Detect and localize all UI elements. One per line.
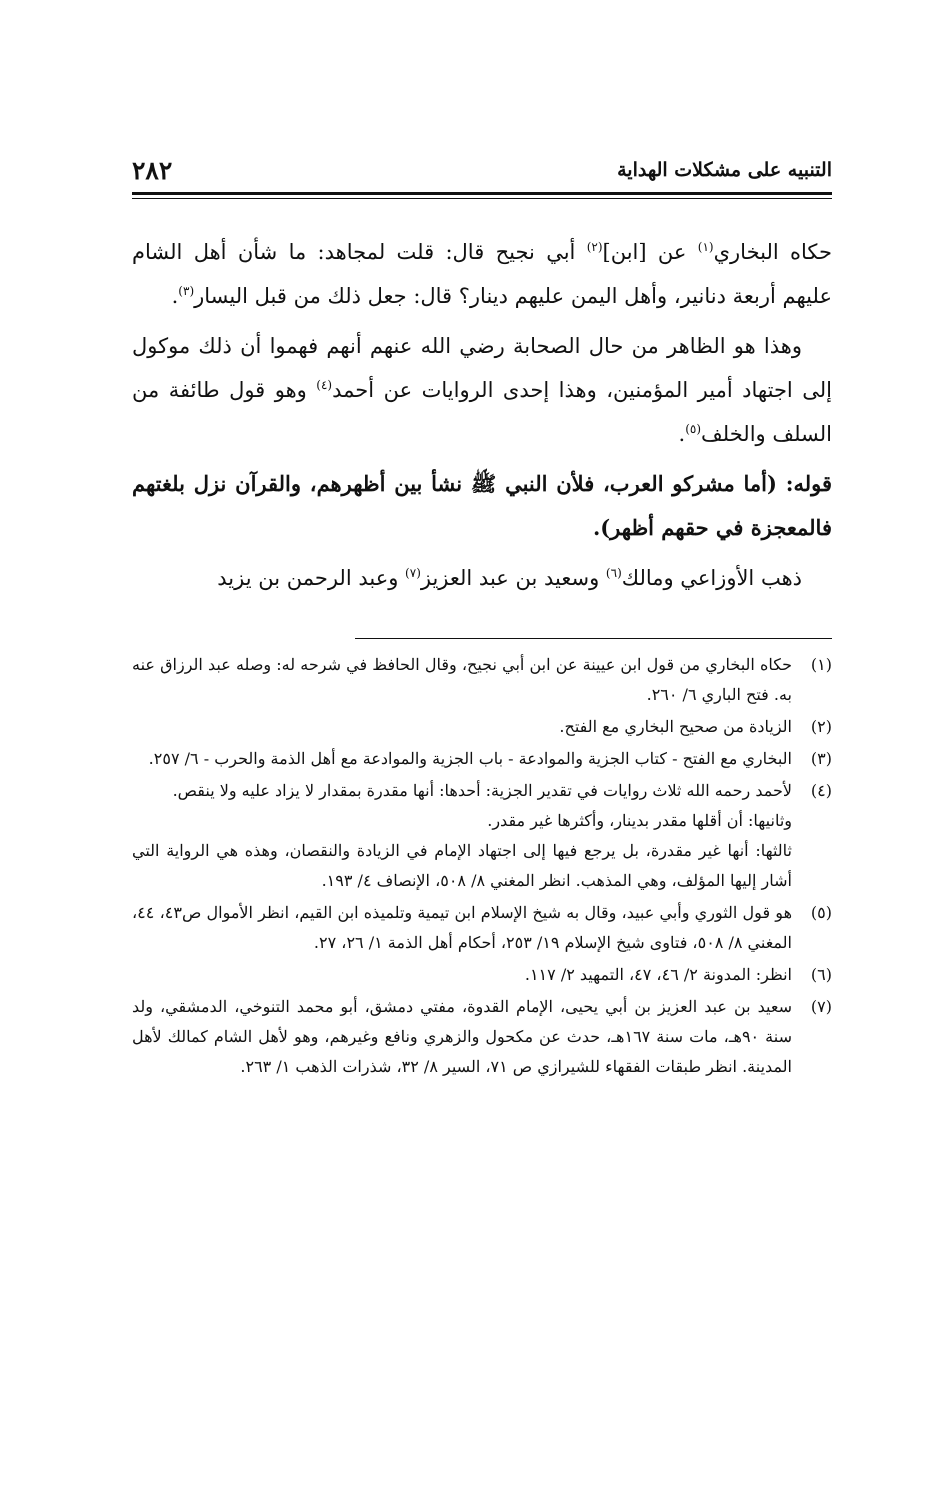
page-header <box>132 150 832 190</box>
quoted-statement: قوله: (أما مشركو العرب، فلأن النبي ﷺ نشأ بين أظهرهم، والقرآن نزل بلغتهم فالمعجزة في حقهم أظهر). <box>132 471 832 540</box>
footnote-text: انظر: المدونة ٢/ ٤٦، ٤٧، التمهيد ٢/ ١١٧. <box>524 965 792 984</box>
footnote-text: الزيادة من صحيح البخاري مع الفتح. <box>559 717 792 736</box>
footnote-text: حكاه البخاري من قول ابن عيينة عن ابن أبي نجيح، وقال الحافظ في شرحه له: وصله عبد الرزاق عنه به. فتح الباري ٦/ ٢٦٠. <box>132 655 792 704</box>
main-text <box>132 230 832 606</box>
footnote-text: وثانيها: أن أقلها مقدر بدينار، وأكثرها غير مقدر. <box>487 811 792 830</box>
footnote <box>132 960 832 990</box>
footnote-text: لأحمد رحمه الله ثلاث روايات في تقدير الجزية: أحدها: أنها مقدرة بمقدار لا يزاد عليه ولا ينقص. <box>172 781 792 800</box>
paragraph-2: وهذا هو الظاهر من حال الصحابة رضي الله عنهم أنهم فهموا أن ذلك موكول إلى اجتهاد أمير المؤمنين، وهذا إحدى الروايات عن أحمد$^{(٤)}$ وهو قول طائفة من السلف والخلف$^{(٥)}$. <box>132 334 832 446</box>
footnote-number: (٧) <box>810 997 832 1016</box>
footnote-number: (٣) <box>810 749 832 768</box>
footnote-number: (٦) <box>810 965 832 984</box>
footnote-text: ثالثها: أنها غير مقدرة، بل يرجع فيها إلى اجتهاد الإمام في الزيادة والنقصان، وهذه هي الرواية التي أشار إليها المؤلف، وهي المذهب. انظر المغني ٨/ ٥٠٨، الإنصاف ٤/ ١٩٣. <box>132 841 792 890</box>
footnotes <box>132 650 832 1084</box>
footnote-number: (٢) <box>810 717 832 736</box>
footnote-ref-6[interactable]: (٦) <box>605 566 622 580</box>
footnote <box>132 650 832 710</box>
header-rule-thick <box>132 192 832 195</box>
header-rule-thin <box>132 198 832 199</box>
page-number: ٢٨٢ <box>132 155 173 185</box>
footnote-text: البخاري مع الفتح - كتاب الجزية والموادعة - باب الجزية والموادعة مع أهل الذمة والحرب - ٦/ ٢٥٧. <box>148 749 792 768</box>
footnote <box>132 776 832 896</box>
footnote <box>132 898 832 958</box>
footnote-number: (٥) <box>810 903 832 922</box>
footnote-ref-1[interactable]: (١) <box>697 240 714 254</box>
paragraph-4: ذهب الأوزاعي ومالك$^{(٦)}$ وسعيد بن عبد العزيز$^{(٧)}$ وعبد الرحمن بن يزيد <box>217 566 802 590</box>
paragraph-1: حكاه البخاري$^{(١)}$ عن [ابن]$^{(٢)}$ أبي نجيح قال: قلت لمجاهد: ما شأن أهل الشام عليهم أربعة دنانير، وأهل اليمن عليهم دينار؟ قال: جعل ذلك من قبل اليسار$^{(٣)}$. <box>132 240 833 308</box>
footnote-number: (١) <box>810 655 832 674</box>
footnote-ref-4[interactable]: (٤) <box>316 378 333 392</box>
footnote <box>132 744 832 774</box>
footnote-text: سعيد بن عبد العزيز بن أبي يحيى، الإمام القدوة، مفتي دمشق، أبو محمد التنوخي، الدمشقي، ولد سنة ٩٠هـ، مات سنة ١٦٧هـ، حدث عن مكحول والزهري ونافع وغيرهم، وهو لأهل الشام كمالك لأهل المدينة. انظر طبقات الفقهاء للشيرازي ص ٧١، السير ٨/ ٣٢، شذرات الذهب ١/ ٢٦٣. <box>132 997 793 1076</box>
footnote-ref-3[interactable]: (٣) <box>178 284 195 298</box>
footnote <box>132 992 832 1082</box>
footnote-ref-5[interactable]: (٥) <box>685 422 702 436</box>
footnote <box>132 712 832 742</box>
footnote-separator <box>355 638 832 639</box>
footnote-ref-7[interactable]: (٧) <box>405 566 421 580</box>
footnote-text: هو قول الثوري وأبي عبيد، وقال به شيخ الإسلام ابن تيمية وتلميذه ابن القيم، انظر الأموال ص٤٣، ٤٤، المغني ٨/ ٥٠٨، فتاوى شيخ الإسلام ١٩/ ٢٥٣، أحكام أهل الذمة ١/ ٢٦، ٢٧. <box>132 903 793 952</box>
book-title: التنبيه على مشكلات الهداية <box>617 159 832 181</box>
footnote-number: (٤) <box>810 781 832 800</box>
footnote-ref-2[interactable]: (٢) <box>586 240 603 254</box>
